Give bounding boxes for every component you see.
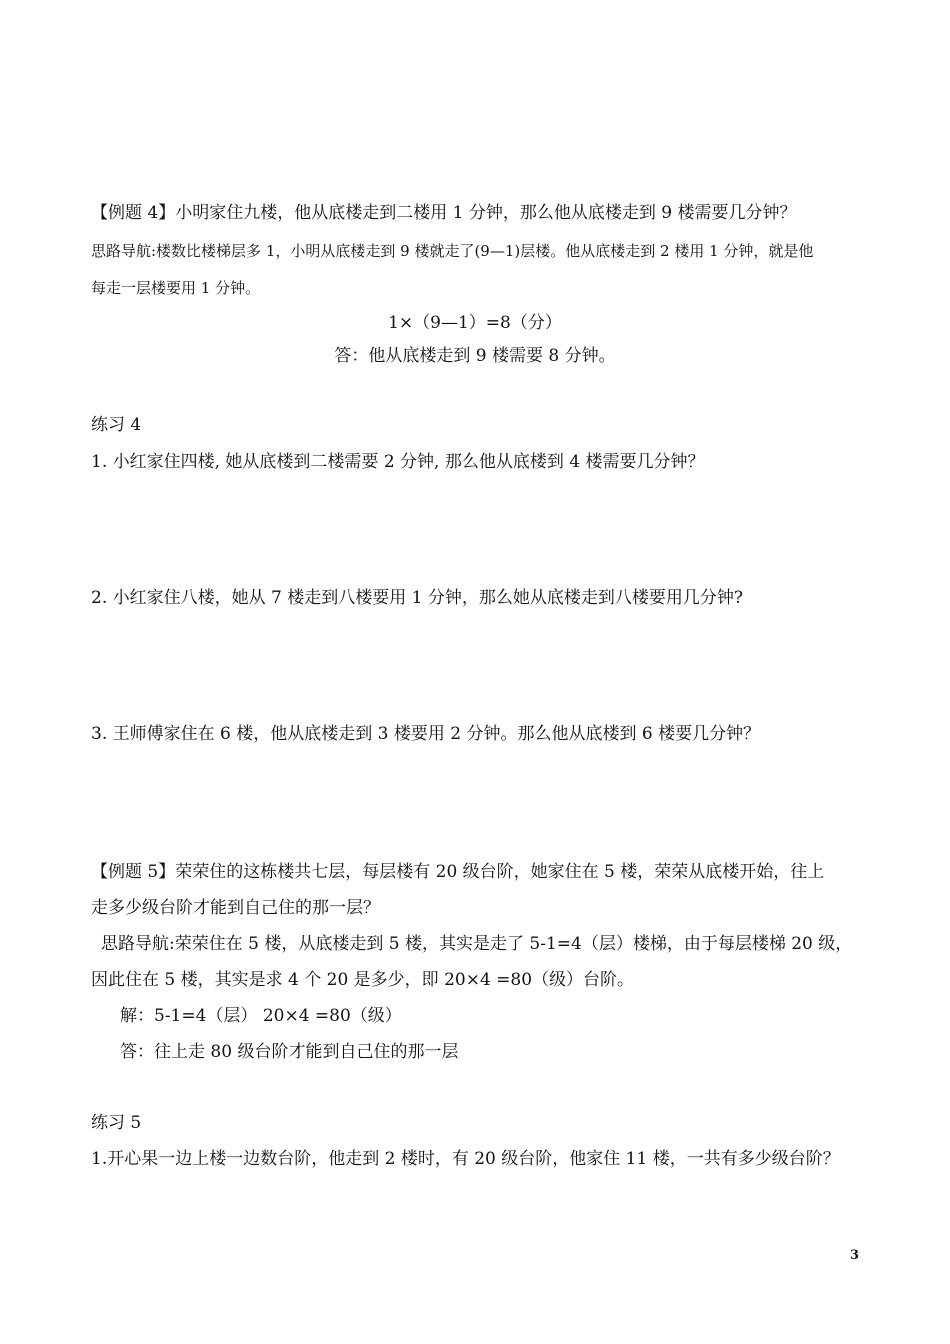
practice4-question3: 3. 王师傅家住在 6 楼，他从底楼走到 3 楼要用 2 分钟。那么他从底楼到 6 楼要几分钟？	[91, 724, 761, 744]
example5-hint-line2: 因此住在 5 楼，其实是求 4 个 20 是多少，即 20×4 =80（级）台阶。	[91, 970, 635, 990]
example4-title: 【例题 4】小明家住九楼，他从底楼走到二楼用 1 分钟，那么他从底楼走到 9 楼需要几分钟？	[91, 203, 797, 223]
example5-solution: 解：5-1=4（层） 20×4 =80（级）	[120, 1006, 402, 1026]
example5-title-line1: 【例题 5】荣荣住的这栋楼共七层，每层楼有 20 级台阶，她家住在 5 楼，荣荣从底楼开始，往上	[91, 862, 825, 882]
example4-answer: 答：他从底楼走到 9 楼需要 8 分钟。	[334, 346, 616, 366]
page-number: 3	[850, 1248, 860, 1263]
example5-hint-line1: 思路导航:荣荣住在 5 楼，从底楼走到 5 楼，其实是走了 5-1=4（层）楼梯，由于每层楼梯 20 级，	[101, 934, 853, 954]
example5-title-line2: 走多少级台阶才能到自己住的那一层？	[91, 898, 380, 918]
practice5-question1: 1.开心果一边上楼一边数台阶，他走到 2 楼时，有 20 级台阶，他家住 11 楼，一共有多少级台阶？	[91, 1149, 840, 1169]
practice5-heading: 练习 5	[91, 1113, 142, 1133]
practice4-heading: 练习 4	[91, 415, 142, 435]
example4-formula: 1×（9—1）=8（分）	[388, 313, 562, 333]
example5-answer: 答：往上走 80 级台阶才能到自己住的那一层	[120, 1042, 459, 1062]
practice4-question1: 1. 小红家住四楼, 她从底楼到二楼需要 2 分钟, 那么他从底楼到 4 楼需要几分钟？	[91, 452, 705, 472]
example4-hint-line1: 思路导航:楼数比楼梯层多 1，小明从底楼走到 9 楼就走了(9—1)层楼。他从底楼走到 2 楼用 1 分钟，就是他	[91, 242, 814, 260]
example4-hint-line2: 每走一层楼要用 1 分钟。	[91, 279, 261, 297]
practice4-question2: 2. 小红家住八楼，她从 7 楼走到八楼要用 1 分钟，那么她从底楼走到八楼要用几分钟?	[91, 588, 743, 608]
